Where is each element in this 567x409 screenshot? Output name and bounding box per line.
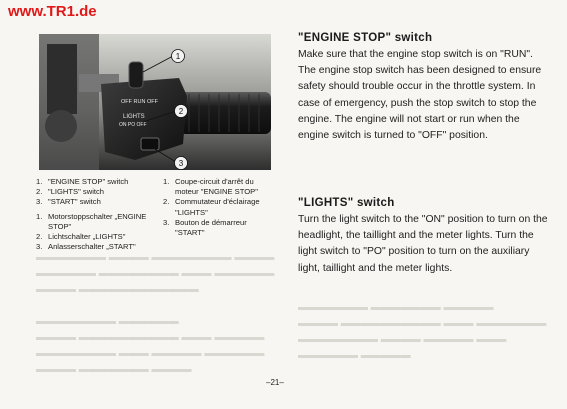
caption-de-3: 3. Anlasserschalter „START": [36, 242, 136, 252]
lights-section: [298, 197, 548, 277]
captions-en: [36, 177, 161, 208]
engine-stop-switch-label: OFF RUN OFF: [121, 99, 158, 105]
caption-en-2: 2. "LIGHTS" switch: [36, 187, 105, 197]
caption-en-3: 3. "START" switch: [36, 197, 101, 207]
bleed-through-left: ▬▬▬▬▬▬▬ ▬▬▬▬ ▬▬▬▬▬▬▬▬ ▬▬▬▬ ▬▬▬▬▬▬ ▬▬▬▬▬▬▬▬ ▬▬▬ ▬▬▬▬▬▬ ▬▬▬▬ ▬▬▬▬▬▬▬▬▬▬▬▬ ▬▬▬▬▬▬▬▬ ▬▬▬▬▬▬ ▬▬▬▬ ▬▬▬▬▬▬▬▬▬▬ ▬▬▬ ▬▬▬▬▬ ▬▬▬▬▬▬▬▬ ▬▬▬ ▬▬▬▬▬ ▬▬▬▬▬▬ ▬▬▬▬ ▬▬▬▬▬▬▬ ▬▬▬▬: [36, 252, 275, 375]
captions-fr: [163, 177, 273, 238]
lights-switch-label: LIGHTS: [123, 114, 145, 120]
caption-fr-2: 2. Commutateur d'éclairage "LIGHTS": [163, 197, 260, 217]
engine-stop-heading: "ENGINE STOP" switch: [298, 32, 433, 44]
handlebar-switch-illustration: [39, 34, 271, 170]
engine-stop-section: [298, 32, 548, 144]
caption-de-2: 2. Lichtschalter „LIGHTS": [36, 232, 126, 242]
caption-fr-1: 1. Coupe-circuit d'arrêt du moteur "ENGINE STOP": [163, 177, 258, 197]
caption-en-1: 1. "ENGINE STOP" switch: [36, 177, 129, 186]
lights-heading: "LIGHTS" switch: [298, 197, 395, 209]
captions-de: [36, 212, 161, 253]
lights-switch-positions-label: ON PO OFF: [119, 122, 147, 128]
lights-body: Turn the light switch to the "ON" position to turn on the headlight, the taillight and the meter lights. Turn the light switch to "PO" position to turn on the auxiliary light, taillight and the meter lights.: [298, 214, 548, 274]
callout-3: 3: [178, 159, 184, 168]
callout-1: 1: [175, 52, 181, 61]
handlebar-switch-photo: [39, 34, 271, 170]
bleed-through-right: ▬▬▬▬▬▬▬ ▬▬▬▬▬▬▬ ▬▬▬▬▬ ▬▬▬▬ ▬▬▬▬▬▬▬▬▬▬ ▬▬▬ ▬▬▬▬▬▬▬ ▬▬▬▬▬▬▬▬ ▬▬▬▬ ▬▬▬▬▬ ▬▬▬ ▬▬▬▬▬▬ ▬▬▬▬▬: [298, 302, 547, 361]
caption-de-1: 1. Motorstoppschalter „ENGINE STOP": [36, 211, 147, 231]
caption-fr-3: 3. Bouton de démarreur "START": [163, 217, 247, 238]
callout-2: 2: [178, 107, 184, 116]
site-logo[interactable]: www.TR1.de: [8, 3, 97, 20]
page-number: –21–: [266, 378, 284, 387]
engine-stop-body: Make sure that the engine stop switch is on "RUN". The engine stop switch has been designed to ensure safety should trouble occur in the throttle system. In case of emergency, push the stop switch to stop the engine. The engine will not start or run when the engine switch is turned to "OFF" position.: [298, 49, 542, 142]
captions-en-de: [36, 177, 161, 256]
